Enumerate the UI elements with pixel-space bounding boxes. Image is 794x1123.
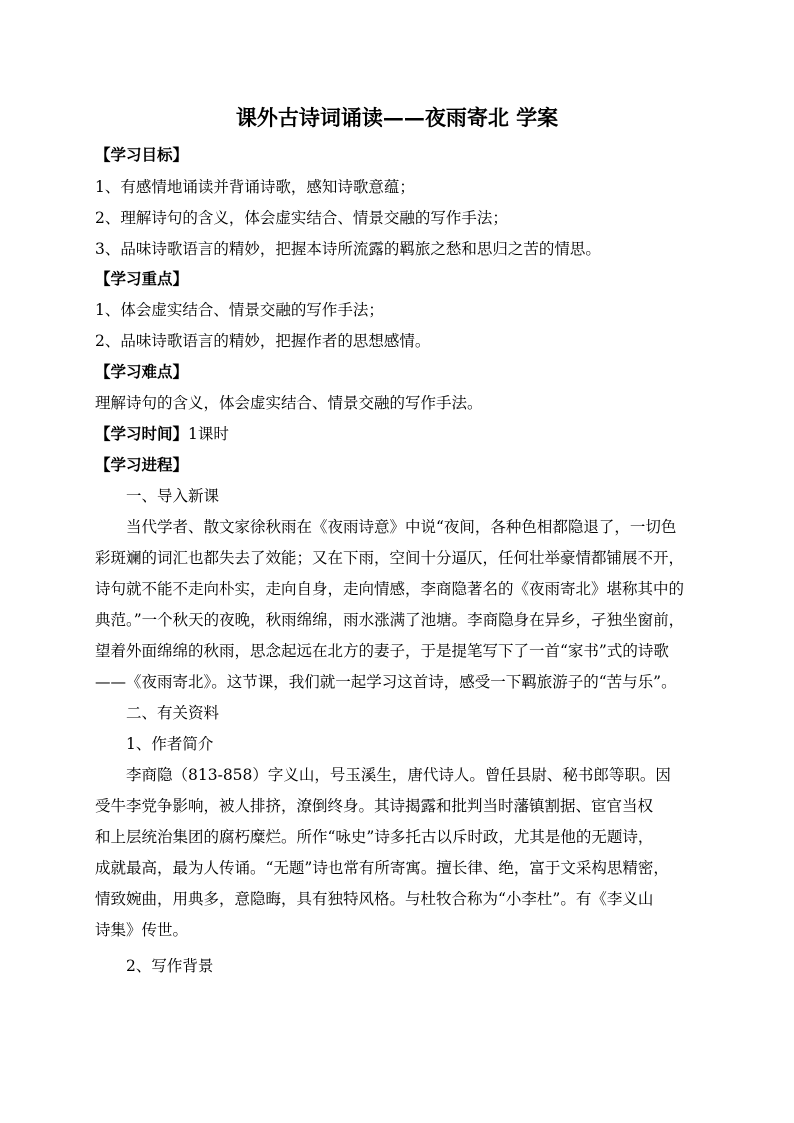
- goals-heading: 【学习目标】: [95, 145, 189, 164]
- intro-line-6: ——《夜雨寄北》。这节课，我们就一起学习这首诗，感受一下羁旅游子的“苦与乐”。: [95, 673, 677, 691]
- difficulty-heading: 【学习难点】: [95, 362, 189, 381]
- intro-line-3: 诗句就不能不走向朴实，走向自身，走向情感，李商隐著名的《夜雨寄北》堪称其中的: [95, 580, 685, 598]
- focus-item-2: 2、品味诗歌语言的精妙，把握作者的思想感情。: [95, 332, 431, 350]
- time-heading: 【学习时间】: [95, 424, 189, 443]
- author-line-6: 诗集》传世。: [95, 921, 189, 939]
- time-text: 1课时: [188, 425, 229, 443]
- author-line-3: 和上层统治集团的腐朽糜烂。所作“咏史”诗多托古以斥时政，尤其是他的无题诗，: [95, 828, 654, 846]
- author-line-2: 受牛李党争影响，被人排挤，潦倒终身。其诗揭露和批判当时藩镇割据、宦官当权: [95, 797, 654, 815]
- time-row: [95, 423, 710, 445]
- focus-heading: 【学习重点】: [95, 269, 189, 288]
- intro-line-1: 当代学者、散文家徐秋雨在《夜雨诗意》中说“夜间，各种色相都隐退了，一切色: [126, 518, 677, 536]
- intro-line-4: 典范。”一个秋天的夜晚，秋雨绵绵，雨水涨满了池塘。李商隐身在异乡，孑独坐窗前，: [95, 611, 685, 629]
- author-line-1: 李商隐（813-858）字义山，号玉溪生，唐代诗人。曾任县尉、秘书郎等职。因: [126, 766, 671, 784]
- document-title: 课外古诗词诵读——夜雨寄北 学案: [235, 105, 559, 130]
- intro-line-5: 望着外面绵绵的秋雨，思念起远在北方的妻子，于是提笔写下了一首“家书”式的诗歌: [95, 642, 669, 660]
- focus-item-1: 1、体会虚实结合、情景交融的写作手法；: [95, 301, 384, 319]
- goal-item-3: 3、品味诗歌语言的精妙，把握本诗所流露的羁旅之愁和思归之苦的情思。: [95, 240, 601, 258]
- goal-item-2: 2、理解诗句的含义，体会虚实结合、情景交融的写作手法；: [95, 209, 508, 227]
- process-heading: 【学习进程】: [95, 455, 189, 474]
- sub1-title: 1、作者简介: [126, 735, 214, 753]
- difficulty-text: 理解诗句的含义，体会虚实结合、情景交融的写作手法。: [95, 394, 483, 412]
- author-line-4: 成就最高，最为人传诵。“无题”诗也常有所寄寓。擅长律、绝，富于文采构思精密，: [95, 859, 669, 877]
- goal-item-1: 1、有感情地诵读并背诵诗歌，感知诗歌意蕴；: [95, 178, 415, 196]
- intro-line-2: 彩斑斓的词汇也都失去了效能；又在下雨，空间十分逼仄，任何壮举豪情都铺展不开，: [95, 549, 685, 567]
- sub2-title: 2、写作背景: [126, 957, 214, 975]
- author-line-5: 情致婉曲，用典多，意隐晦，具有独特风格。与杜牧合称为“小李杜”。有《李义山: [95, 890, 654, 908]
- part2-title: 二、有关资料: [126, 704, 220, 722]
- part1-title: 一、导入新课: [126, 487, 220, 505]
